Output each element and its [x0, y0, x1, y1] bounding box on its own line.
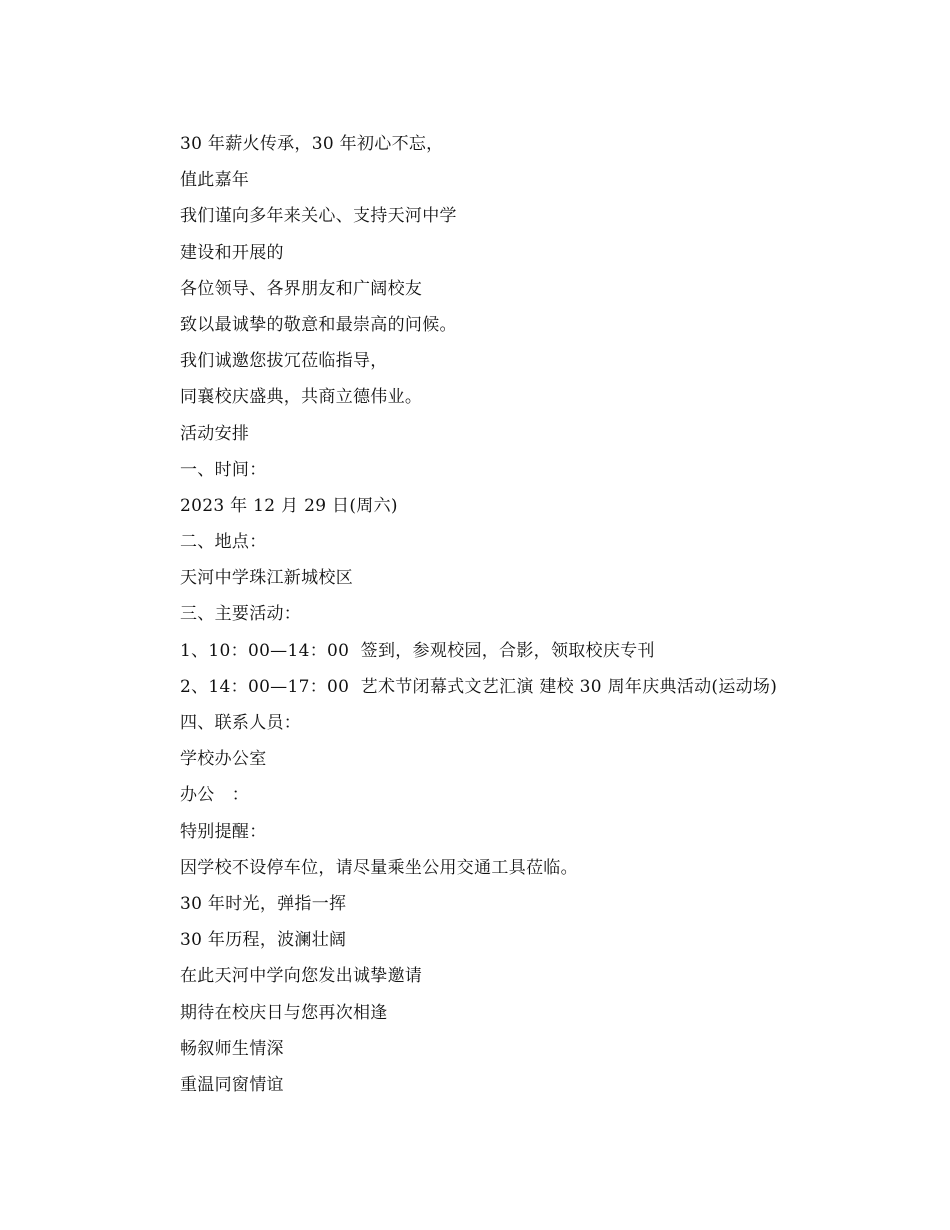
text-line: 同襄校庆盛典，共商立德伟业。 — [180, 387, 423, 408]
section-heading-contacts: 四、联系人员： — [180, 713, 302, 733]
text-line: 30 年历程，波澜壮阔 — [180, 930, 347, 951]
event-location: 天河中学珠江新城校区 — [180, 568, 353, 589]
document-body — [180, 126, 880, 1103]
contact-phone: 办公 ： — [180, 785, 250, 806]
section-heading-time: 一、时间： — [180, 459, 267, 480]
text-line: 值此嘉年 — [180, 170, 250, 191]
text-line: 我们诚邀您拔冗莅临指导， — [180, 351, 388, 372]
section-heading-main-activities: 三、主要活动： — [180, 604, 302, 625]
special-reminder-text: 因学校不设停车位，请尽量乘坐公用交通工具莅临。 — [180, 857, 578, 878]
text-line: 30 年薪火传承，30 年初心不忘， — [180, 134, 444, 154]
event-date: 2023 年 12 月 29 日(周六) — [180, 495, 398, 516]
text-line: 畅叙师生情深 — [180, 1038, 284, 1059]
text-line: 致以最诚挚的敬意和最崇高的问候。 — [180, 314, 457, 335]
text-line: 在此天河中学向您发出诚挚邀请 — [180, 966, 423, 987]
section-heading-location: 二、地点： — [180, 532, 267, 553]
activity-item: 2、14：00—17：00 艺术节闭幕式文艺汇演 建校 30 周年庆典活动(运动场) — [180, 676, 778, 697]
text-line: 各位领导、各界朋友和广阔校友 — [180, 278, 423, 299]
text-line: 30 年时光，弹指一挥 — [180, 893, 347, 914]
special-reminder-heading: 特别提醒： — [180, 821, 267, 842]
text-line: 重温同窗情谊 — [180, 1074, 284, 1095]
text-line: 期待在校庆日与您再次相逢 — [180, 1002, 388, 1023]
text-line: 我们谨向多年来关心、支持天河中学 — [180, 206, 457, 227]
text-line: 建设和开展的 — [180, 242, 284, 263]
contact-office: 学校办公室 — [180, 749, 267, 770]
section-heading-activity-schedule: 活动安排 — [180, 423, 250, 444]
activity-item: 1、10：00—14：00 签到，参观校园，合影，领取校庆专刊 — [180, 640, 655, 661]
